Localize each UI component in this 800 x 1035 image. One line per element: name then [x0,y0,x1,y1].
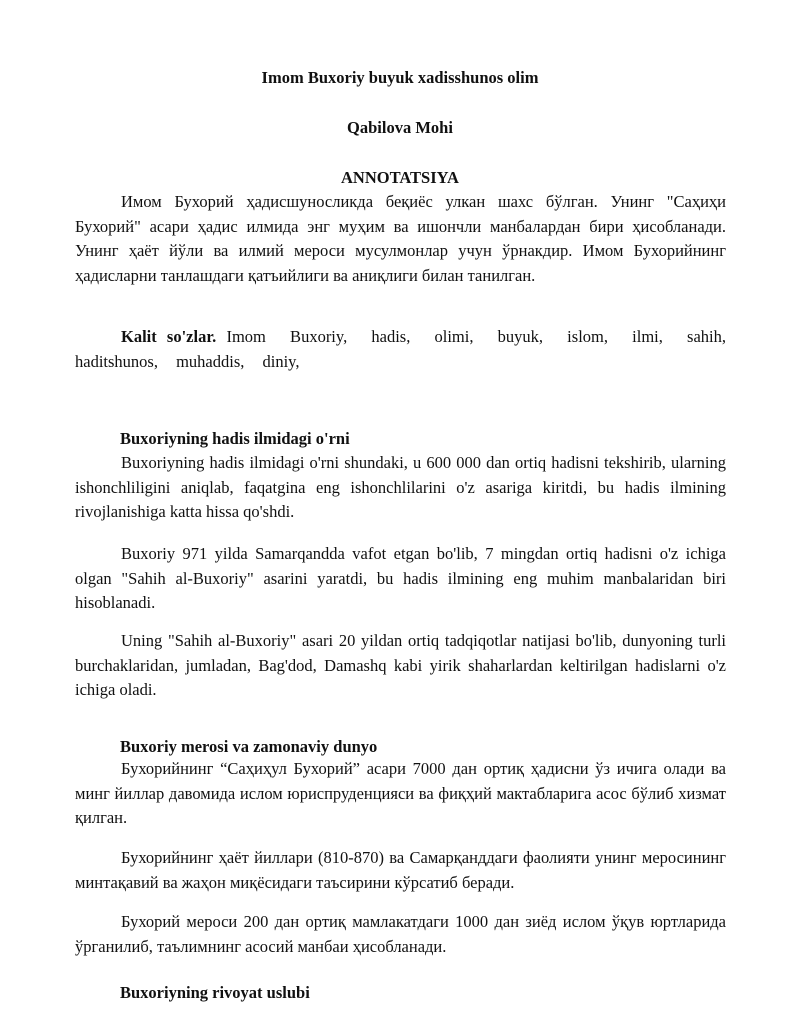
section1-paragraph-1: Buxoriyning hadis ilmidagi o'rni shundaki, u 600 000 dan ortiq hadisni tekshirib, ularning ishonchliligini aniqlab, faqatgina eng ishonchlilarini o'z asariga kiritdi, bu hadis ilmining rivojlanishiga katta hissa qo'shdi. [75,453,726,521]
section-heading-hadis-role: Buxoriyning hadis ilmidagi o'rni [120,429,350,448]
annotation-heading: ANNOTATSIYA [341,168,459,187]
section2-paragraph-1: Бухорийнинг “Саҳиҳул Бухорий” асари 7000 дан ортиқ ҳадисни ўз ичига олади ва минг йиллар давомида ислом юриспруденцияси ва фиқҳий мактабларига асос бўлиб хизмат қилган. [75,759,726,827]
keywords-list: Imom Buxoriy, hadis, olimi, buyuk, islom, ilmi, sahih, haditshunos, muhaddis, diniy, [75,327,727,371]
author-name: Qabilova Mohi [347,118,453,137]
keywords-paragraph [75,325,726,374]
keywords-label: Kalit so'zlar. [121,327,217,346]
section2-paragraph-3: Бухорий мероси 200 дан ортиқ мамлакатдаги 1000 дан зиёд ислом ўқув юртларида ўрганилиб, таълимнинг асосий манбаи ҳисобланади. [75,912,726,956]
annotation-paragraph: Имом Бухорий ҳадисшуносликда беқиёс улкан шахс бўлган. Унинг "Саҳиҳи Бухорий" асари ҳадис илмида энг муҳим ва ишончли манбалардан бири ҳисобланади. Унинг ҳаёт йўли ва илмий мероси мусулмонлар учун ўрнакдир. Имом Бухорийнинг ҳадисларни танлашдаги қатъийлиги ва аниқлиги билан танилган. [75,192,726,285]
section1-paragraph-3: Uning "Sahih al-Buxoriy" asari 20 yildan ortiq tadqiqotlar natijasi bo'lib, dunyoning turli burchaklaridan, jumladan, Bag'dod, Damashq kabi yirik shaharlardan keltirilgan hadislarni o'z ichiga oladi. [75,631,726,699]
section1-paragraph-2: Buxoriy 971 yilda Samarqandda vafot etgan bo'lib, 7 mingdan ortiq hadisni o'z ichiga olgan "Sahih al-Buxoriy" asarini yaratdi, bu hadis ilmining eng muhim manbalaridan biri hisoblanadi. [75,544,726,612]
document-title: Imom Buxoriy buyuk xadisshunos olim [261,68,539,87]
section-heading-legacy: Buxoriy merosi va zamonaviy dunyo [120,737,378,756]
section2-paragraph-2: Бухорийнинг ҳаёт йиллари (810-870) ва Самарқанддаги фаолияти унинг меросининг минтақавий ва жаҳон миқёсидаги таъсирини кўрсатиб беради. [75,848,726,892]
section-heading-narration-style: Buxoriyning rivoyat uslubi [120,983,310,1002]
